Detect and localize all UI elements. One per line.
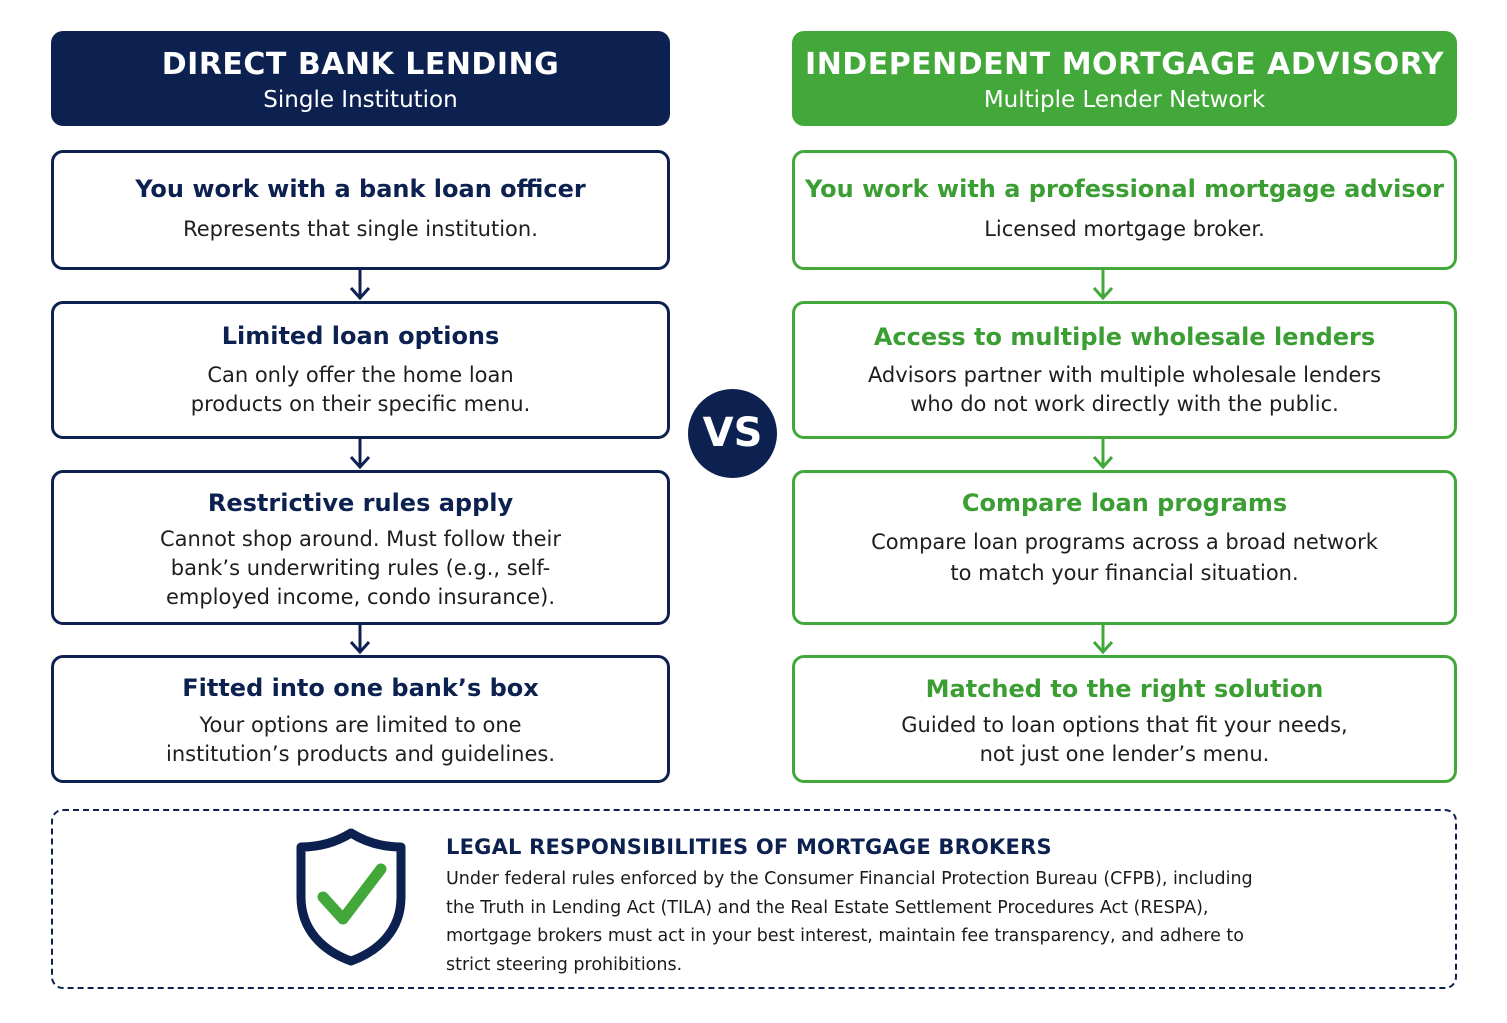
card-description-line: institution’s products and guidelines.: [165, 742, 556, 766]
card-title: Fitted into one bank’s box: [182, 674, 539, 702]
card-title: Limited loan options: [221, 322, 500, 350]
legal-body-line: mortgage brokers must act in your best interest, maintain fee transparency, and adhere to: [446, 926, 1244, 946]
card-description-line: not just one lender’s menu.: [979, 742, 1270, 766]
vs-badge: VS: [688, 389, 777, 478]
card-bank-loan-officer: [51, 150, 670, 270]
card-description-line: Cannot shop around. Must follow their: [159, 527, 562, 551]
legal-title: LEGAL RESPONSIBILITIES OF MORTGAGE BROKERS: [446, 835, 1052, 859]
arrow-down-icon: [1091, 437, 1115, 471]
direct-bank-title: DIRECT BANK LENDING: [161, 47, 560, 82]
card-description-line: products on their specific menu.: [190, 392, 531, 416]
independent-advisory-title: INDEPENDENT MORTGAGE ADVISORY: [805, 47, 1444, 82]
legal-body-line: strict steering prohibitions.: [446, 954, 683, 975]
card-description-line: bank’s underwriting rules (e.g., self-: [170, 556, 551, 580]
legal-responsibilities-box: [51, 809, 1457, 989]
card-professional-advisor: [792, 150, 1457, 270]
card-description-line: to match your financial situation.: [950, 561, 1299, 585]
direct-bank-header: [51, 31, 670, 126]
card-multiple-wholesale-lenders: [792, 301, 1457, 439]
card-description-line: Advisors partner with multiple wholesale lenders: [867, 363, 1382, 387]
card-description-line: Guided to loan options that fit your needs,: [901, 713, 1348, 737]
card-title: Restrictive rules apply: [207, 489, 514, 517]
card-description-line: Represents that single institution.: [183, 217, 538, 241]
independent-advisory-subtitle: Multiple Lender Network: [983, 87, 1266, 113]
card-description-line: Can only offer the home loan: [207, 363, 514, 387]
card-title: Access to multiple wholesale lenders: [873, 323, 1376, 351]
card-restrictive-rules: [51, 470, 670, 625]
card-fitted-into-box: [51, 655, 670, 783]
arrow-down-icon: [1091, 622, 1115, 656]
card-description-line: who do not work directly with the public.: [910, 392, 1339, 416]
arrow-down-icon: [1091, 268, 1115, 302]
arrow-down-icon: [348, 622, 372, 656]
legal-body-line: the Truth in Lending Act (TILA) and the Real Estate Settlement Procedures Act (RESPA),: [446, 897, 1209, 918]
card-title: Compare loan programs: [961, 489, 1288, 517]
independent-advisory-header: [792, 31, 1457, 126]
card-compare-loan-programs: [792, 470, 1457, 625]
shield-check-icon: [295, 825, 407, 967]
card-description-line: employed income, condo insurance).: [165, 585, 556, 609]
card-description-line: Your options are limited to one: [199, 713, 522, 737]
card-matched-right-solution: [792, 655, 1457, 783]
card-limited-loan-options: [51, 301, 670, 439]
legal-body-line: Under federal rules enforced by the Consumer Financial Protection Bureau (CFPB), including: [446, 869, 1253, 889]
card-title: Matched to the right solution: [925, 675, 1324, 703]
legal-body: [446, 865, 1326, 979]
card-description-line: Licensed mortgage broker.: [984, 217, 1265, 241]
arrow-down-icon: [348, 437, 372, 471]
card-title: You work with a professional mortgage advisor: [805, 175, 1444, 203]
card-description-line: Compare loan programs across a broad network: [871, 530, 1378, 554]
direct-bank-subtitle: Single Institution: [263, 87, 458, 113]
card-title: You work with a bank loan officer: [135, 175, 586, 203]
arrow-down-icon: [348, 268, 372, 302]
